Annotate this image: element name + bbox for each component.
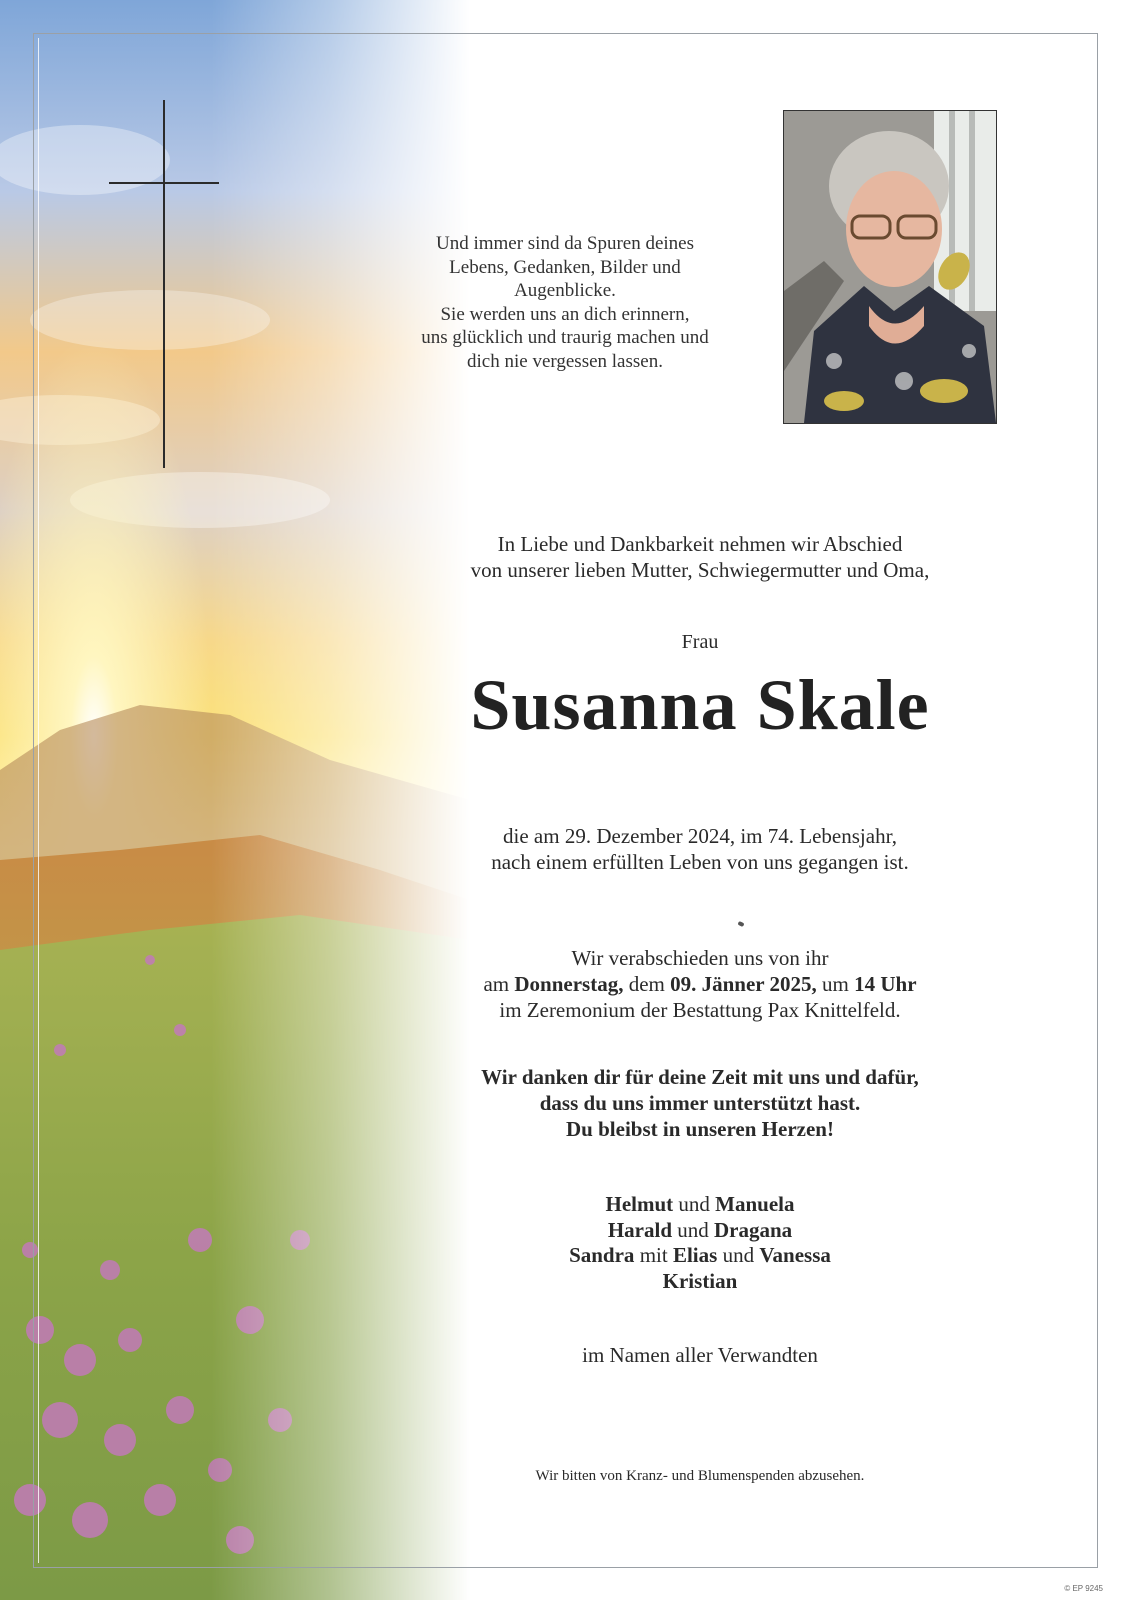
deceased-name: Susanna Skale	[470, 665, 930, 745]
thanks-message	[420, 1064, 980, 1142]
template-code: © EP 9245	[1064, 1584, 1103, 1593]
service-day: Donnerstag,	[514, 972, 624, 996]
service-line-2: am Donnerstag, dem 09. Jänner 2025, um 14 Uhr	[483, 972, 917, 996]
poem-line: Sie werden uns an dich erinnern,	[440, 303, 690, 325]
thanks-line: Du bleibst in unseren Herzen!	[566, 1117, 834, 1141]
service-date: 09. Jänner 2025,	[670, 972, 817, 996]
frame-inner-line	[38, 38, 41, 1563]
family-row: Harald und Dragana	[607, 1217, 793, 1242]
thanks-line: Wir danken dir für deine Zeit mit uns und dafür,	[481, 1065, 919, 1089]
poem-line: uns glücklich und traurig machen und	[421, 327, 709, 348]
family-row: Helmut und Manuela	[605, 1192, 795, 1216]
memorial-poem	[395, 232, 735, 373]
service-line-3: im Zeremonium der Bestattung Pax Knittelfeld.	[499, 998, 901, 1022]
donation-note: Wir bitten von Kranz- und Blumenspenden abzusehen.	[535, 1468, 865, 1484]
poem-line: dich nie vergessen lassen.	[467, 350, 663, 372]
salutation: Frau	[681, 631, 719, 653]
poem-line: Lebens, Gedanken, Bilder und	[449, 256, 681, 278]
intro-text	[420, 531, 980, 583]
death-line: die am 29. Dezember 2024, im 74. Lebensjahr,	[503, 824, 897, 848]
intro-line: von unserer lieben Mutter, Schwiegermutter und Oma,	[470, 558, 930, 582]
service-time: 14 Uhr	[854, 972, 917, 996]
death-line: nach einem erfüllten Leben von uns gegangen ist.	[491, 850, 909, 874]
intro-line: In Liebe und Dankbarkeit nehmen wir Abschied	[497, 532, 903, 556]
family-row: Kristian	[662, 1268, 738, 1293]
thanks-line: dass du uns immer unterstützt hast.	[539, 1091, 861, 1115]
portrait-photo	[783, 110, 997, 424]
poem-line: Augenblicke.	[514, 280, 616, 301]
service-line-1: Wir verabschieden uns von ihr	[571, 946, 829, 970]
family-row: Sandra mit Elias und Vanessa	[569, 1243, 831, 1267]
death-notice	[420, 823, 980, 875]
relatives-note: im Namen aller Verwandten	[582, 1343, 818, 1367]
family-signatures	[420, 1192, 980, 1294]
poem-line: Und immer sind da Spuren deines	[435, 233, 695, 254]
funeral-service-info	[420, 945, 980, 1023]
